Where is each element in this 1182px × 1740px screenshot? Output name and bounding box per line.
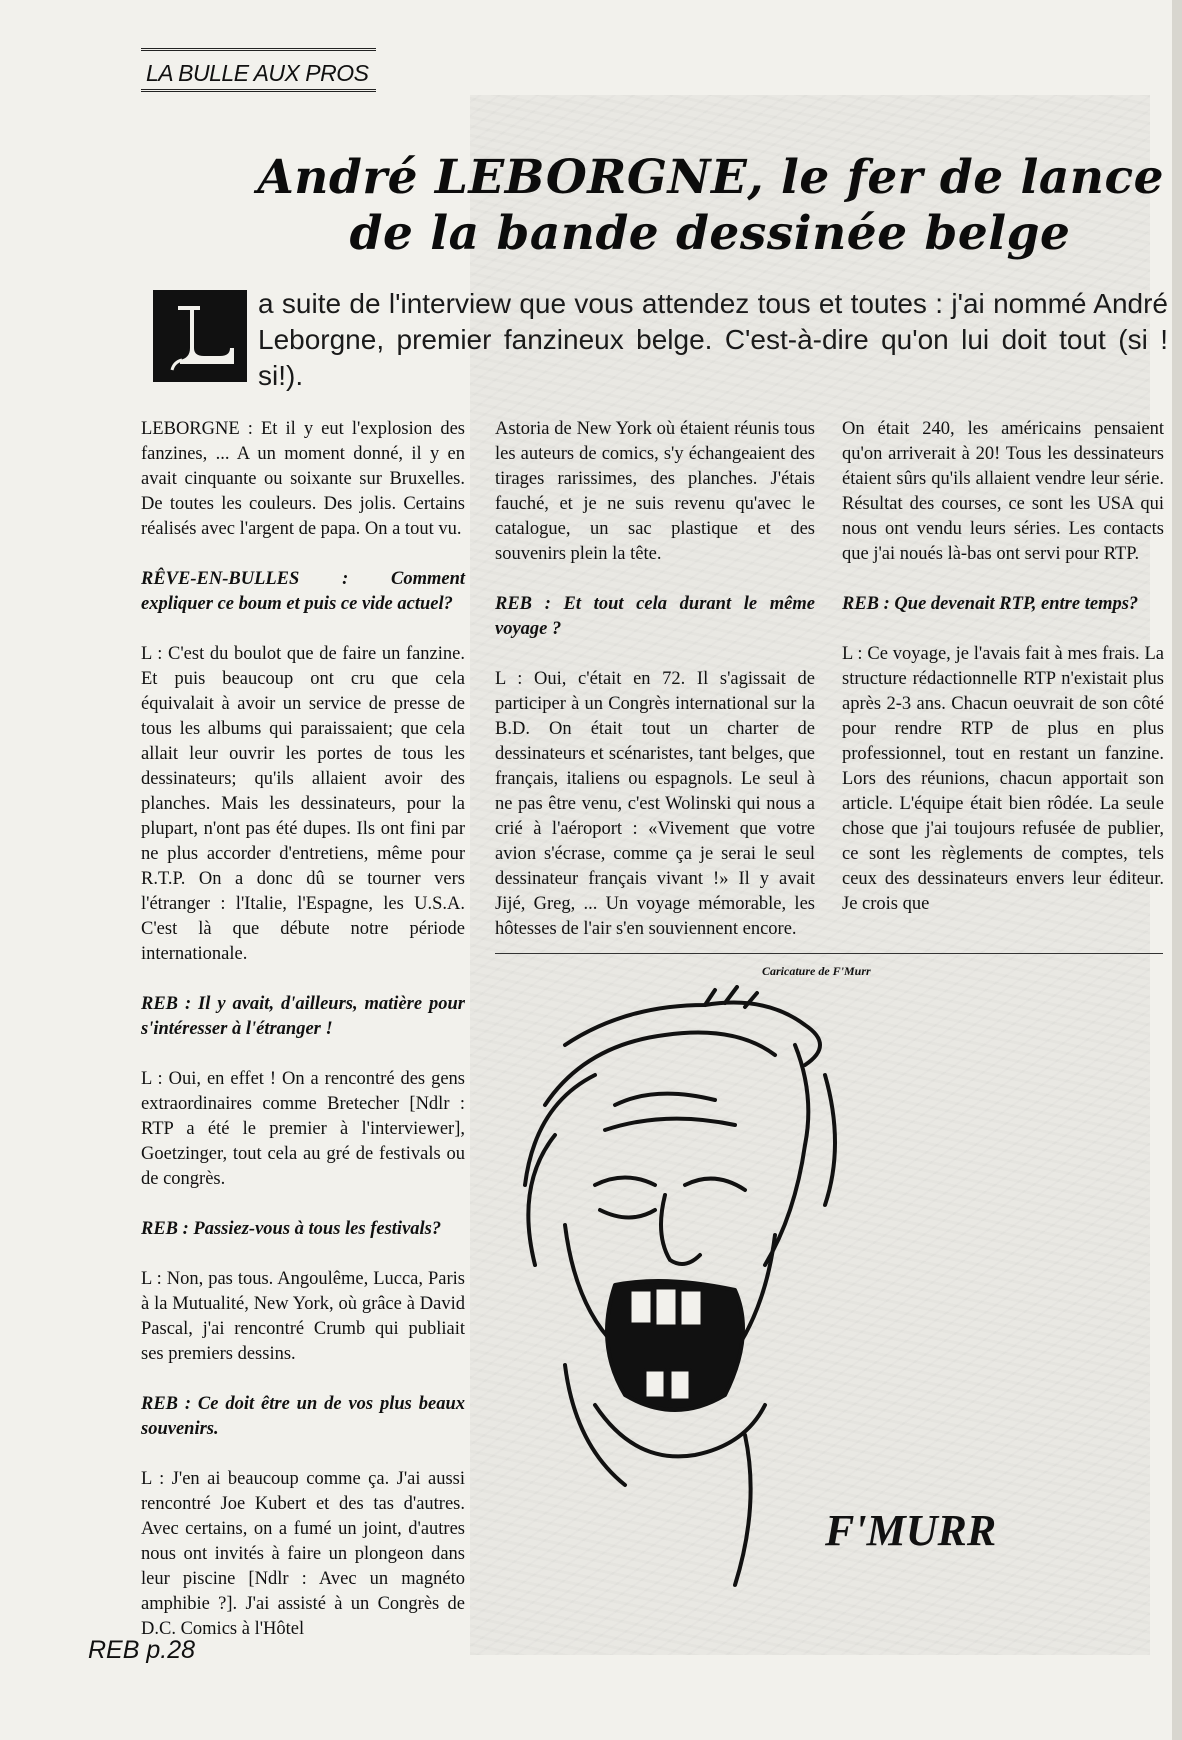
page-edge bbox=[1172, 0, 1182, 1740]
article-title bbox=[130, 150, 1170, 262]
title-line-1: André LEBORGNE, le fer de lance bbox=[257, 150, 1164, 205]
interview-answer: Astoria de New York où étaient réunis tous les auteurs de comics, s'y échangeaient des tirages rarissimes, des planches. J'étais fauché, et je ne suis revenu qu'avec le catalogue, un sac plastique et des souvenirs plein la tête. bbox=[495, 419, 815, 564]
interview-answer: On était 240, les américains pensaient qu'on arriverait à 20! Tous les dessinateurs étaient sûrs qu'ils allaient vendre leur série. Résultat des courses, ce sont les USA qui nous ont vendu leurs séries. Les contacts que j'ai noués là-bas ont servi pour RTP. bbox=[842, 419, 1164, 564]
interview-question: REB : Il y avait, d'ailleurs, matière pour s'intéresser à l'étranger ! bbox=[141, 994, 465, 1039]
signature: F'MURR bbox=[825, 1506, 997, 1555]
column-1 bbox=[141, 417, 465, 1667]
interview-answer: L : C'est du boulot que de faire un fanzine. Et puis beaucoup ont cru que cela équivalait à avoir un service de presse de tous les albums qui paraissaient; que cela allait leur ouvrir les portes de tous les dessinateurs; qu'ils allaient avoir des planches. Mais les dessinateurs, pour la plupart, n'ont pas été dupes. Ils ont fini par ne plus accorder d'entretiens, même pour R.T.P. On a donc dû se tourner vers l'étranger : l'Italie, l'Espagne, les U.S.A. C'est là que débute notre période internationale. bbox=[141, 644, 465, 964]
title-line-2: de la bande dessinée belge bbox=[349, 206, 1071, 261]
caricature-drawing bbox=[505, 985, 1165, 1625]
drop-cap bbox=[153, 290, 247, 382]
column-3 bbox=[842, 417, 1164, 942]
interview-question: REB : Ce doit être un de vos plus beaux souvenirs. bbox=[141, 1394, 465, 1439]
interview-answer: L : Oui, c'était en 72. Il s'agissait de participer à un Congrès international sur la B.D. On était tout un charter de dessinateurs et scénaristes, tant belges, que français, italiens ou espagnols. Le seul à ne pas être venu, c'est Wolinski qui nous a crié à l'aéroport : «Vivement que votre avion s'écrase, comme ça je serai le seul dessinateur français vivant !» Il y avait Jijé, Greg, ... Un voyage mémorable, les hôtesses de l'air s'en souviennent encore. bbox=[495, 669, 815, 939]
intro-paragraph: a suite de l'interview que vous attendez tous et toutes : j'ai nommé André Leborgne, premier fanzineux belge. C'est-à-dire qu'on lui doit tout (si ! si!). bbox=[258, 288, 1168, 391]
section-tag: LA BULLE AUX PROS bbox=[141, 48, 376, 92]
interview-question: REB : Passiez-vous à tous les festivals? bbox=[141, 1219, 442, 1239]
interview-answer: L : Oui, en effet ! On a rencontré des gens extraordinaires comme Bretecher [Ndlr : RTP a été le premier à l'interviewer], Goetzinger, tout cela au gré de festivals ou de congrès. bbox=[141, 1069, 465, 1189]
interview-question: REB : Et tout cela durant le même voyage ? bbox=[495, 594, 815, 639]
drop-cap-letter-icon bbox=[160, 296, 240, 376]
caricature-credit: Caricature de F'Murr bbox=[762, 964, 871, 978]
interview-answer: L : J'en ai beaucoup comme ça. J'ai aussi rencontré Joe Kubert et des tas d'autres. Avec certains, on a fumé un joint, d'autres nous ont invités à faire un plongeon dans leur piscine [Ndlr : Avec un magnéto amphibie ?]. J'ai assisté à un Congrès de D.C. Comics à l'Hôtel bbox=[141, 1469, 465, 1639]
interview-question: REB : Que devenait RTP, entre temps? bbox=[842, 594, 1139, 614]
interview-answer: L : Ce voyage, je l'avais fait à mes frais. La structure rédactionnelle RTP n'existait plus après 2-3 ans. Chacun oeuvrait de son côté pour rendre RTP de plus en plus professionnel, tout en restant un fanzine. Lors des réunions, chacun apportait son article. L'équipe était bien rôdée. La seule chose que j'ai toujours refusée de publier, ce sont les règlements de comptes, tels ceux des dessinateurs envers leur éditeur. Je crois que bbox=[842, 644, 1164, 914]
divider-rule bbox=[495, 953, 1163, 954]
column-2 bbox=[495, 417, 815, 967]
interview-question: RÊVE-EN-BULLES : Comment expliquer ce boum et puis ce vide actuel? bbox=[141, 569, 465, 614]
interview-answer: L : Non, pas tous. Angoulême, Lucca, Paris à la Mutualité, New York, où grâce à David Pascal, j'ai rencontré Crumb qui publiait ses premiers dessins. bbox=[141, 1269, 465, 1364]
interview-answer: LEBORGNE : Et il y eut l'explosion des fanzines, ... A un moment donné, il y en avait cinquante ou soixante sur Bruxelles. De toutes les couleurs. Des jolis. Certains réalisés avec l'argent de papa. On a tout vu. bbox=[141, 419, 465, 539]
page-footer: REB p.28 bbox=[88, 1636, 196, 1664]
